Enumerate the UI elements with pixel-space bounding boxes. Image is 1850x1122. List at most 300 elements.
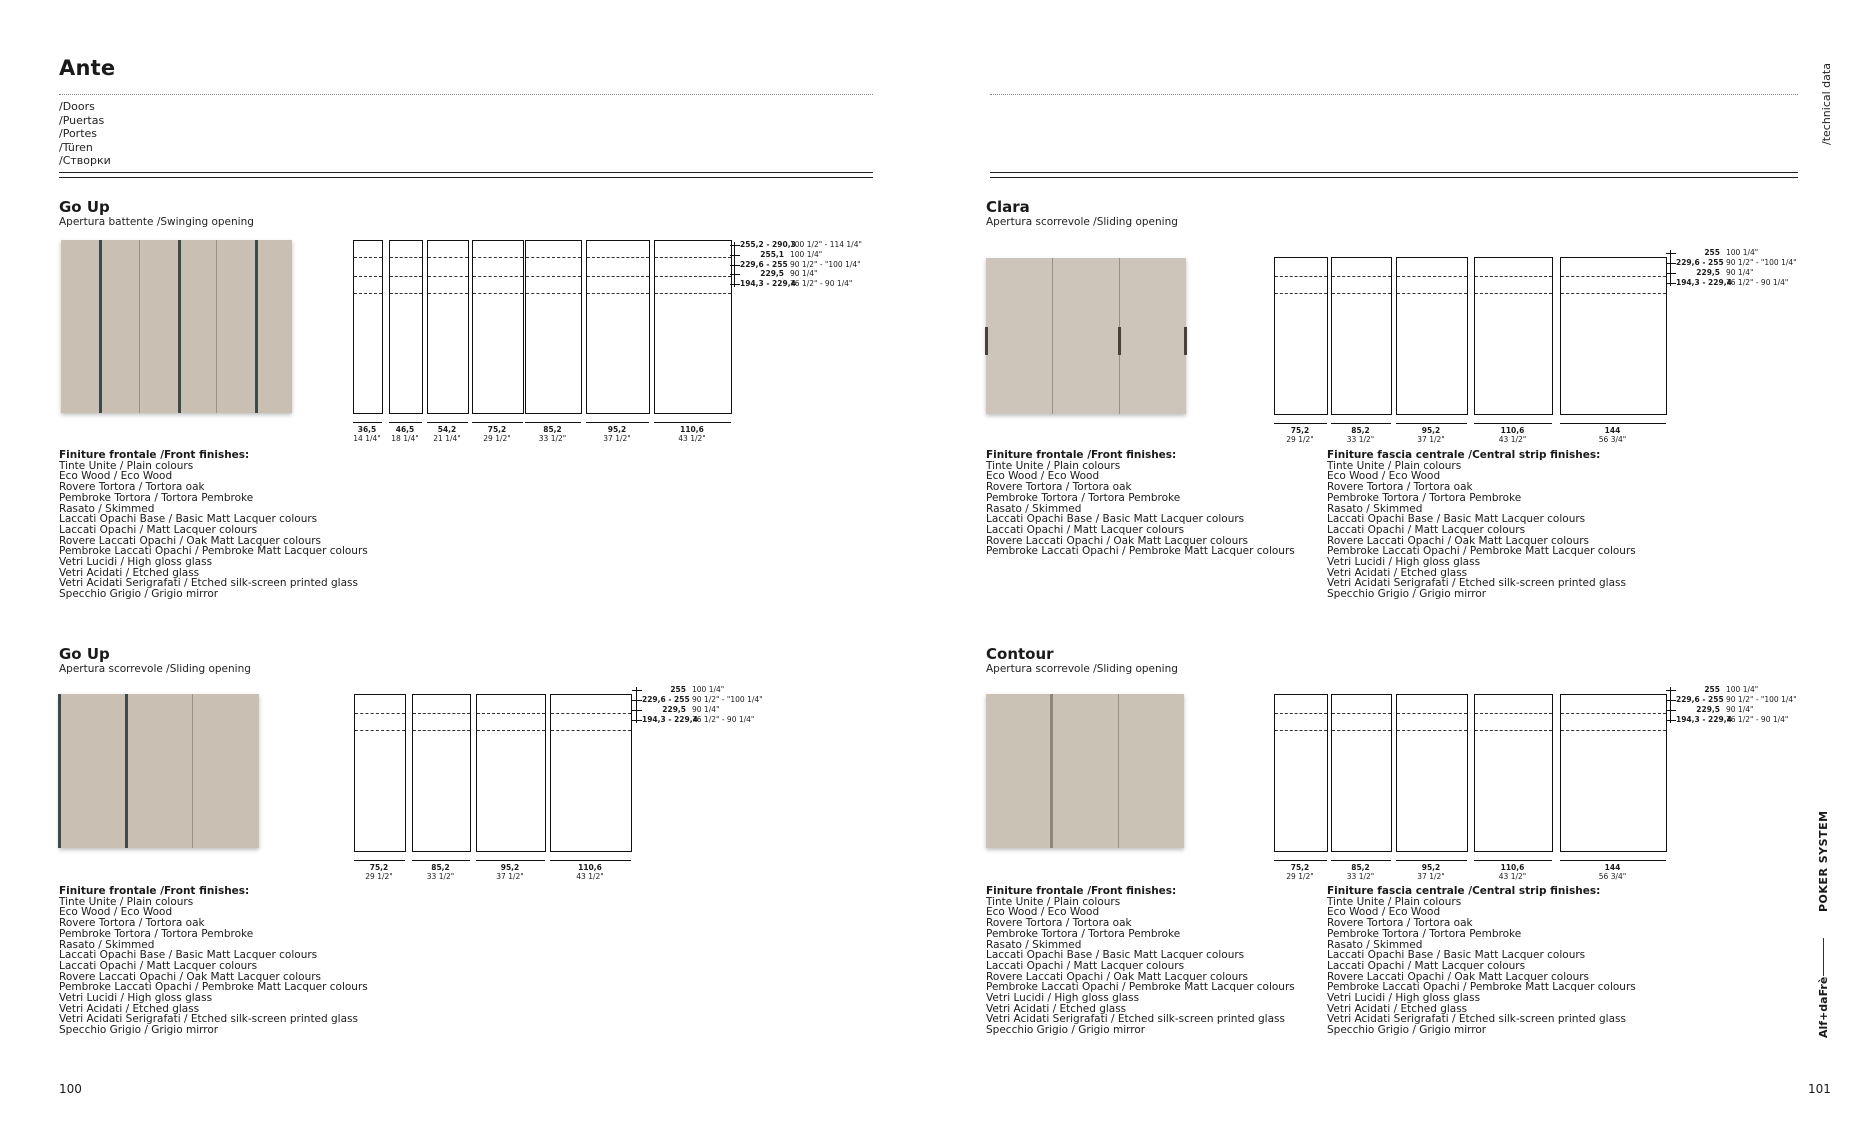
finish-item: Rasato / Skimmed [59,502,155,515]
section-title: Go Up [59,198,110,216]
door-outline [1560,257,1667,415]
width-dim-line [525,422,581,423]
finish-item: Vetri Lucidi / High gloss glass [1327,992,1481,1005]
height-mark [1275,293,1327,294]
height-in: 100 1/4" [1726,248,1759,257]
door-outline [586,240,650,414]
height-in: 76 1/2" - 90 1/4" [790,279,853,288]
height-dim-label [1666,278,1788,287]
height-tick [632,690,642,691]
finish-item: Vetri Acidati / Etched glass [1327,1002,1468,1015]
finish-item: Rovere Laccati Opachi / Oak Matt Lacquer colours [1327,970,1590,983]
width-cm: 95,2 [607,425,627,434]
height-in: 76 1/2" - 90 1/4" [1726,278,1789,287]
finish-item: Pembroke Laccati Opachi / Pembroke Matt Lacquer colours [1327,981,1636,994]
height-tick [730,274,740,275]
height-mark [390,293,422,294]
width-dim-label [1550,427,1675,444]
door-outline [1396,257,1468,415]
height-in: 100 1/2" - 114 1/4" [790,240,862,249]
section-title: Contour [986,645,1054,663]
finish-item: Vetri Acidati / Etched glass [59,1002,200,1015]
height-mark [1475,293,1552,294]
finish-item: Eco Wood / Eco Wood [1327,470,1441,483]
width-cm: 75,2 [1290,426,1310,435]
width-cm: 46,5 [395,425,415,434]
width-cm: 95,2 [500,863,520,872]
width-dim-label [1464,864,1561,881]
finish-item: Eco Wood / Eco Wood [986,906,1100,919]
width-cm: 110,6 [1500,863,1525,872]
finishes-list [986,886,1295,1036]
door-outline [412,694,471,852]
finish-item: Vetri Acidati Serigrafati / Etched silk-screen printed glass [1327,1013,1626,1026]
height-in: 100 1/4" [790,250,823,259]
height-tick [1666,720,1676,721]
section-subtitle: Apertura scorrevole /Sliding opening [986,216,1178,228]
finish-item: Rovere Laccati Opachi / Oak Matt Lacquer colours [986,970,1249,983]
door-outline [1331,257,1392,415]
finish-item: Rovere Tortora / Tortora oak [986,917,1132,930]
height-mark [587,257,649,258]
height-mark [1475,276,1552,277]
width-in: 33 1/2" [1346,434,1375,444]
finish-item: Rovere Tortora / Tortora oak [1327,481,1473,494]
finish-item: Rovere Laccati Opachi / Oak Matt Lacquer colours [59,970,322,983]
finishes-heading: Finiture frontale /Front finishes: [986,449,1177,461]
height-cm: 229,6 - 255 [740,260,788,269]
door-outline [472,240,524,414]
height-mark [1561,293,1666,294]
height-mark [655,276,731,277]
height-mark [1332,293,1391,294]
finish-item: Rasato / Skimmed [1327,938,1423,951]
height-in: 90 1/2" - "100 1/4" [1726,695,1797,704]
header-rule-left [59,172,873,178]
finish-item: Laccati Opachi / Matt Lacquer colours [1327,959,1526,972]
height-mark [428,257,468,258]
width-in: 29 1/2" [483,433,511,443]
height-mark [587,293,649,294]
title-divider-left [59,94,873,95]
height-dim-label [1666,268,1753,277]
door-outline [389,240,423,414]
finish-item: Eco Wood / Eco Wood [59,470,173,483]
height-mark [473,293,523,294]
height-dim-label [730,250,822,259]
finish-item: Vetri Acidati Serigrafati / Etched silk-screen printed glass [59,577,358,590]
height-cm: 194,3 - 229,4 [740,279,796,288]
width-in: 33 1/2" [538,433,567,443]
height-dim-label [632,715,754,724]
height-tick [1666,710,1676,711]
height-cm: 194,3 - 229,4 [1676,278,1732,287]
translation-item: /Puertas [59,113,105,127]
height-mark [428,293,468,294]
translation-item: /Створки [59,154,111,167]
finishes-list [986,450,1295,557]
finish-item: Vetri Acidati / Etched glass [986,1002,1127,1015]
finish-item: Pembroke Laccati Opachi / Pembroke Matt Lacquer colours [986,981,1295,994]
product-photo [986,258,1186,414]
height-mark [587,276,649,277]
height-mark [354,257,382,258]
door-outline [353,240,383,414]
finish-item: Laccati Opachi Base / Basic Matt Lacquer colours [59,513,318,526]
height-dim-label [632,695,763,704]
door-outline [1331,694,1392,852]
product-photo [986,694,1184,848]
width-in: 56 3/4" [1598,434,1627,444]
height-tick [632,710,642,711]
section-subtitle: Apertura battente /Swinging opening [59,216,254,228]
height-mark [1275,713,1327,714]
door-outline [1560,694,1667,852]
width-cm: 95,2 [1421,426,1441,435]
height-in: 90 1/4" [1726,705,1754,714]
width-in: 37 1/2" [603,433,631,443]
width-dim-line [412,860,470,861]
finish-item: Laccati Opachi / Matt Lacquer colours [986,523,1185,536]
height-tick [1666,273,1676,274]
width-cm: 144 [1604,863,1621,872]
width-cm: 85,2 [431,863,450,872]
section-go-up-swinging [59,198,254,228]
width-cm: 110,6 [578,863,602,872]
finish-item: Rovere Tortora / Tortora oak [986,481,1132,494]
finish-item: Vetri Lucidi / High gloss glass [59,556,213,569]
finish-item: Laccati Opachi Base / Basic Matt Lacquer colours [1327,949,1586,962]
translation-item: /Doors [59,100,95,113]
width-in: 43 1/2" [576,871,604,881]
finish-item: Rasato / Skimmed [1327,502,1423,515]
height-mark [526,293,581,294]
height-mark [390,276,422,277]
width-dim-line [389,422,422,423]
height-dim-label [1666,248,1758,257]
width-cm: 75,2 [487,425,507,434]
page-title: Ante [59,56,116,80]
height-dim-label [632,685,724,694]
finish-item: Rovere Laccati Opachi / Oak Matt Lacquer colours [986,534,1249,547]
height-tick [632,720,642,721]
width-dim-line [476,860,545,861]
height-mark [1275,276,1327,277]
height-in: 76 1/2" - 90 1/4" [1726,715,1789,724]
finish-item: Tinte Unite / Plain colours [986,895,1121,908]
height-mark [355,730,405,731]
width-in: 43 1/2" [1498,434,1527,444]
height-mark [413,713,470,714]
translation-item: /Türen [59,140,93,154]
width-in: 21 1/4" [433,433,461,443]
width-dim-line [1474,423,1552,424]
width-cm: 95,2 [1421,863,1441,872]
width-in: 37 1/2" [1417,871,1445,881]
finishes-list [59,450,368,600]
height-cm: 255 [1704,685,1720,694]
finishes-heading: Finiture frontale /Front finishes: [59,885,250,897]
finishes-heading: Finiture frontale /Front finishes: [986,885,1177,897]
height-in: 90 1/2" - "100 1/4" [1726,258,1797,267]
finish-item: Laccati Opachi / Matt Lacquer colours [1327,523,1526,536]
width-dim-label [644,426,740,443]
width-dim-line [1560,860,1666,861]
height-mark [1475,730,1552,731]
width-in: 14 1/4" [353,433,381,443]
width-dim-label [540,864,640,881]
finishes-list [59,886,368,1036]
finish-item: Vetri Lucidi / High gloss glass [986,992,1140,1005]
width-dim-line [427,422,468,423]
section-go-up-sliding [59,645,251,675]
finish-item: Tinte Unite / Plain colours [59,895,194,908]
width-cm: 54,2 [437,425,457,434]
height-mark [477,713,545,714]
height-in: 90 1/4" [692,705,720,714]
finish-item: Rasato / Skimmed [986,502,1082,515]
width-in: 33 1/2" [1346,871,1375,881]
width-dim-line [1560,423,1666,424]
collection-label: POKER SYSTEM [1817,810,1830,912]
height-mark [354,293,382,294]
translation-item: /Portes [59,127,98,140]
height-cm: 255 [670,685,686,694]
width-dim-line [354,860,405,861]
width-dim-line [1474,860,1552,861]
finish-item: Specchio Grigio / Grigio mirror [59,588,219,601]
height-mark [477,730,545,731]
finish-item: Tinte Unite / Plain colours [986,459,1121,472]
height-mark [1397,730,1467,731]
height-mark [1332,713,1391,714]
product-photo [61,240,292,413]
finishes-list [1327,886,1636,1036]
door-outline [1274,694,1328,852]
height-mark [1475,713,1552,714]
width-dim-line [1274,423,1327,424]
finish-item: Laccati Opachi / Matt Lacquer colours [986,959,1185,972]
finish-item: Pembroke Laccati Opachi / Pembroke Matt Lacquer colours [59,981,368,994]
height-mark [354,276,382,277]
finish-item: Vetri Acidati Serigrafati / Etched silk-screen printed glass [59,1013,358,1026]
finish-item: Specchio Grigio / Grigio mirror [986,1024,1146,1037]
height-mark [655,257,731,258]
width-dim-label [1464,427,1561,444]
height-tick [632,700,642,701]
finish-item: Pembroke Laccati Opachi / Pembroke Matt Lacquer colours [59,545,368,558]
finish-item: Laccati Opachi Base / Basic Matt Lacquer colours [1327,513,1586,526]
footer-divider [1823,938,1824,976]
height-cm: 229,5 [1696,268,1720,277]
door-outline [525,240,582,414]
section-title: Clara [986,198,1030,216]
height-tick [1666,263,1676,264]
width-in: 43 1/2" [678,433,706,443]
width-dim-line [472,422,523,423]
finish-item: Pembroke Tortora / Tortora Pembroke [1327,927,1522,940]
section-subtitle: Apertura scorrevole /Sliding opening [986,663,1178,675]
height-cm: 194,3 - 229,4 [1676,715,1732,724]
section-subtitle: Apertura scorrevole /Sliding opening [59,663,251,675]
height-dim-label [1666,258,1797,267]
height-dim-label [1666,695,1797,704]
height-mark [526,276,581,277]
finish-item: Tinte Unite / Plain colours [59,459,194,472]
product-photo [59,694,259,848]
finish-item: Laccati Opachi Base / Basic Matt Lacquer colours [59,949,318,962]
finish-item: Rasato / Skimmed [59,938,155,951]
finish-item: Rasato / Skimmed [986,938,1082,951]
height-dim-label [730,240,862,249]
height-tick [1666,253,1676,254]
height-dim-label [730,260,861,269]
finish-item: Vetri Acidati Serigrafati / Etched silk-screen printed glass [986,1013,1285,1026]
height-mark [390,257,422,258]
door-outline [1474,257,1553,415]
finish-item: Pembroke Laccati Opachi / Pembroke Matt Lacquer colours [1327,545,1636,558]
height-mark [413,730,470,731]
width-dim-label [1386,427,1476,444]
brand-label: Alf+daFrè [1817,976,1830,1038]
width-cm: 85,2 [1351,863,1370,872]
height-in: 100 1/4" [692,685,725,694]
height-mark [355,713,405,714]
height-mark [473,276,523,277]
finish-item: Specchio Grigio / Grigio mirror [1327,1024,1487,1037]
height-dim-label [1666,685,1758,694]
side-label: /technical data [1820,63,1833,145]
door-outline [1474,694,1553,852]
height-tick [1666,690,1676,691]
width-cm: 36,5 [357,425,377,434]
height-in: 90 1/4" [1726,268,1754,277]
height-mark [551,713,631,714]
height-cm: 255,2 - 290,3 [740,240,796,249]
width-in: 29 1/2" [1286,434,1314,444]
section-contour [986,645,1178,675]
height-cm: 255,1 [760,250,784,259]
height-mark [655,293,731,294]
height-mark [1561,713,1666,714]
finish-item: Tinte Unite / Plain colours [1327,459,1462,472]
finish-item: Eco Wood / Eco Wood [1327,906,1441,919]
finishes-heading: Finiture fascia centrale /Central strip finishes: [1327,449,1601,461]
finish-item: Pembroke Tortora / Tortora Pembroke [986,927,1181,940]
height-dim-label [632,705,719,714]
height-dim-label [1666,705,1753,714]
width-dim-line [353,422,382,423]
door-outline [654,240,732,414]
finish-item: Eco Wood / Eco Wood [59,906,173,919]
finish-item: Pembroke Tortora / Tortora Pembroke [1327,491,1522,504]
finish-item: Laccati Opachi Base / Basic Matt Lacquer colours [986,949,1245,962]
finish-item: Rovere Laccati Opachi / Oak Matt Lacquer colours [1327,534,1590,547]
height-in: 76 1/2" - 90 1/4" [692,715,755,724]
width-dim-line [654,422,731,423]
height-dim-label [730,269,817,278]
width-in: 29 1/2" [1286,871,1314,881]
width-dim-line [1396,860,1467,861]
finish-item: Pembroke Tortora / Tortora Pembroke [59,491,254,504]
finish-item: Rovere Tortora / Tortora oak [1327,917,1473,930]
width-cm: 144 [1604,426,1621,435]
width-dim-line [1331,423,1391,424]
section-title: Go Up [59,645,110,663]
width-in: 56 3/4" [1598,871,1627,881]
finish-item: Eco Wood / Eco Wood [986,470,1100,483]
height-cm: 229,6 - 255 [1676,258,1724,267]
section-clara [986,198,1178,228]
finish-item: Rovere Tortora / Tortora oak [59,481,205,494]
width-dim-label [1550,864,1675,881]
door-outline [550,694,632,852]
width-in: 37 1/2" [496,871,524,881]
finish-item: Specchio Grigio / Grigio mirror [1327,588,1487,601]
height-in: 90 1/2" - "100 1/4" [692,695,763,704]
height-cm: 229,5 [1696,705,1720,714]
height-dim-label [1666,715,1788,724]
height-mark [1332,276,1391,277]
height-cm: 255 [1704,248,1720,257]
width-cm: 85,2 [1351,426,1370,435]
finish-item: Tinte Unite / Plain colours [1327,895,1462,908]
finish-item: Vetri Acidati / Etched glass [1327,566,1468,579]
height-in: 90 1/4" [790,269,818,278]
height-mark [1275,730,1327,731]
height-tick [730,255,740,256]
width-dim-line [1331,860,1391,861]
width-dim-line [1396,423,1467,424]
door-outline [1396,694,1468,852]
finish-item: Specchio Grigio / Grigio mirror [59,1024,219,1037]
finish-item: Rovere Laccati Opachi / Oak Matt Lacquer colours [59,534,322,547]
height-tick [730,284,740,285]
height-tick [730,245,740,246]
title-translations [59,100,111,168]
finish-item: Rovere Tortora / Tortora oak [59,917,205,930]
width-in: 18 1/4" [391,433,419,443]
width-cm: 75,2 [1290,863,1310,872]
width-in: 37 1/2" [1417,434,1445,444]
height-tick [1666,283,1676,284]
width-dim-label [1386,864,1476,881]
width-dim-line [550,860,631,861]
width-cm: 110,6 [1500,426,1525,435]
width-cm: 75,2 [369,863,389,872]
width-dim-line [1274,860,1327,861]
height-tick [1666,700,1676,701]
height-in: 100 1/4" [1726,685,1759,694]
finish-item: Pembroke Laccati Opachi / Pembroke Matt Lacquer colours [986,545,1295,558]
finish-item: Pembroke Tortora / Tortora Pembroke [59,927,254,940]
height-tick [730,265,740,266]
finish-item: Laccati Opachi Base / Basic Matt Lacquer colours [986,513,1245,526]
width-dim-line [586,422,649,423]
door-outline [476,694,546,852]
finish-item: Laccati Opachi / Matt Lacquer colours [59,959,258,972]
height-cm: 229,6 - 255 [642,695,690,704]
finish-item: Vetri Acidati / Etched glass [59,566,200,579]
page-number-left: 100 [59,1082,82,1096]
finishes-heading: Finiture frontale /Front finishes: [59,449,250,461]
door-outline [427,240,469,414]
width-cm: 85,2 [543,425,562,434]
width-in: 33 1/2" [426,871,455,881]
height-mark [1561,730,1666,731]
finish-item: Vetri Lucidi / High gloss glass [1327,556,1481,569]
finish-item: Vetri Acidati Serigrafati / Etched silk-screen printed glass [1327,577,1626,590]
